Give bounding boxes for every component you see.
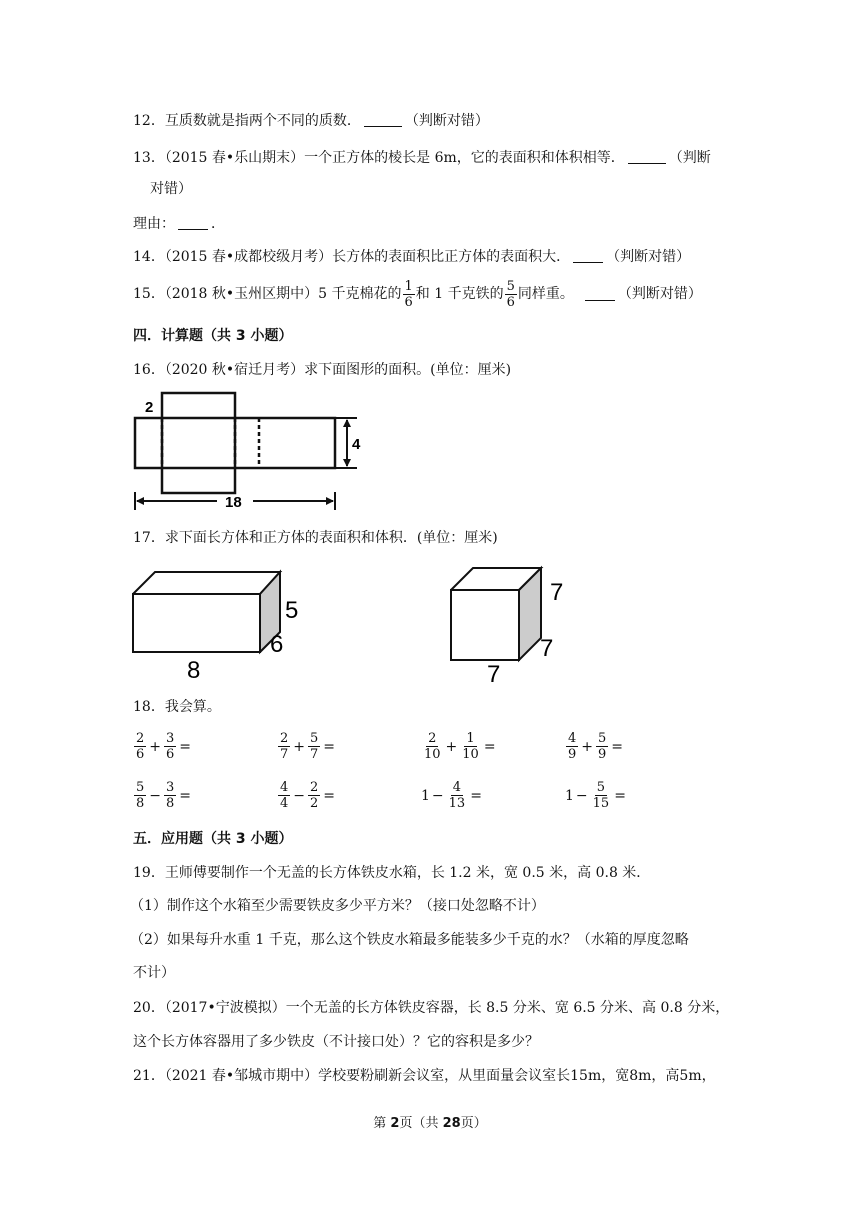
- question-19-part-2: （2）如果每升水重 1 千克，那么这个铁皮水箱最多能装多少千克的水？（水箱的厚度忽略: [130, 932, 689, 948]
- page-total: 28: [442, 1116, 461, 1131]
- equals-sign: =: [179, 787, 192, 804]
- label-4: 4: [352, 436, 361, 453]
- answer-blank[interactable]: [573, 250, 603, 263]
- operator: −: [149, 787, 162, 804]
- equals-sign: =: [614, 787, 626, 804]
- fraction: $\frac{1}{6}$: [404, 278, 413, 310]
- operator: −: [293, 787, 306, 804]
- calc-item: [565, 731, 625, 762]
- section-heading-5: 五．应用题（共 3 小题）: [133, 831, 293, 847]
- section-heading-4: 四．计算题（共 3 小题）: [133, 328, 293, 344]
- fraction: $\frac{1}{10}$: [462, 731, 479, 762]
- calc-item: [133, 731, 193, 762]
- cube-figure: [445, 562, 575, 686]
- fraction: $\frac{5}{15}$: [592, 780, 610, 811]
- cuboid-width-label: 6: [270, 631, 284, 658]
- label-18: 18: [225, 494, 242, 511]
- operator: +: [149, 738, 162, 755]
- question-19-part-1: （1）制作这个水箱至少需要铁皮多少平方米？（接口处忽略不计）: [130, 898, 545, 914]
- equals-sign: =: [611, 738, 624, 755]
- reason-blank[interactable]: [178, 217, 208, 230]
- calc-item: [421, 731, 498, 762]
- fraction: $\frac{4}{9}$: [568, 731, 577, 762]
- whole-number: 1: [565, 787, 574, 804]
- fraction: $\frac{2}{6}$: [136, 731, 145, 762]
- fraction: $\frac{4}{4}$: [280, 780, 289, 811]
- fraction: $\frac{2}{2}$: [310, 780, 319, 811]
- question-12: 12．互质数就是指两个不同的质数． （判断对错）: [133, 113, 489, 129]
- fraction: $\frac{5}{9}$: [598, 731, 607, 762]
- question-16: 16．（2020 秋•宿迁月考）求下面图形的面积。(单位：厘米): [133, 362, 512, 378]
- label-2: 2: [145, 399, 154, 416]
- fraction: $\frac{3}{8}$: [166, 780, 175, 811]
- equals-sign: =: [179, 738, 192, 755]
- whole-number: 1: [421, 787, 430, 804]
- equals-sign: =: [483, 738, 496, 755]
- cuboid-height-label: 5: [285, 597, 299, 624]
- calc-item: [421, 780, 484, 811]
- question-19-part-2-cont: 不计）: [133, 965, 175, 981]
- question-15: 15．（2018 秋•玉州区期中）5 千克棉花的 $\frac{1}{6}$ 和 1 千克铁的 $\frac{5}{6}$ 同样重。 （判断对错）: [133, 278, 702, 310]
- page-number: 2: [390, 1116, 400, 1131]
- question-14: 14．（2015 春•成都校级月考）长方体的表面积比正方体的表面积大． （判断对错）: [133, 249, 691, 265]
- question-19: 19．王师傅要制作一个无盖的长方体铁皮水箱，长 1.2 米，宽 0.5 米，高 0.8 米．: [133, 865, 651, 881]
- question-21: 21．（2021 春•邹城市期中）学校要粉刷新会议室，从里面量会议室长15m，宽8m，高5m，: [133, 1068, 716, 1084]
- calc-item: [277, 780, 337, 811]
- operator: +: [293, 738, 306, 755]
- equals-sign: =: [470, 787, 482, 804]
- fraction: $\frac{5}{6}$: [506, 278, 515, 310]
- operator: −: [575, 787, 588, 804]
- equals-sign: =: [323, 787, 336, 804]
- fraction: $\frac{5}{8}$: [136, 780, 145, 811]
- question-13: 13．（2015 春•乐山期末）一个正方体的棱长是 6m，它的表面积和体积相等． （判断: [133, 150, 711, 166]
- question-17: 17．求下面长方体和正方体的表面积和体积．(单位：厘米): [133, 530, 498, 546]
- page-footer: 第 2页（共 28页）: [373, 1116, 487, 1131]
- cuboid-figure: [125, 566, 300, 684]
- operator: −: [431, 787, 444, 804]
- equals-sign: =: [323, 738, 336, 755]
- cube-edge-label: 7: [550, 579, 564, 606]
- fraction: $\frac{4}{13}$: [448, 780, 466, 811]
- calc-item: [565, 780, 628, 811]
- question-13-reason: 理由： ．: [133, 216, 225, 232]
- question-18: 18．我会算。: [133, 699, 221, 715]
- cube-edge-label: 7: [540, 635, 554, 662]
- cube-edge-label: 7: [487, 661, 501, 686]
- question-20: 20．（2017•宁波模拟）一个无盖的长方体铁皮容器，长 8.5 分米、宽 6.5 分米、高 0.8 分米，: [133, 1000, 730, 1016]
- answer-blank[interactable]: [585, 288, 615, 301]
- fraction: $\frac{3}{6}$: [166, 731, 175, 762]
- question-13-cont: 对错）: [150, 181, 192, 197]
- cuboid-length-label: 8: [187, 657, 201, 684]
- fraction: $\frac{2}{7}$: [280, 731, 289, 762]
- net-figure: [125, 388, 370, 514]
- calc-item: [277, 731, 337, 762]
- operator: +: [581, 738, 594, 755]
- fraction: $\frac{5}{7}$: [310, 731, 319, 762]
- calc-item: [133, 780, 193, 811]
- answer-blank[interactable]: [364, 114, 402, 127]
- question-20-cont: 这个长方体容器用了多少铁皮（不计接口处）？它的容积是多少？: [133, 1034, 539, 1050]
- operator: +: [445, 738, 458, 755]
- answer-blank[interactable]: [628, 151, 666, 164]
- fraction: $\frac{2}{10}$: [424, 731, 441, 762]
